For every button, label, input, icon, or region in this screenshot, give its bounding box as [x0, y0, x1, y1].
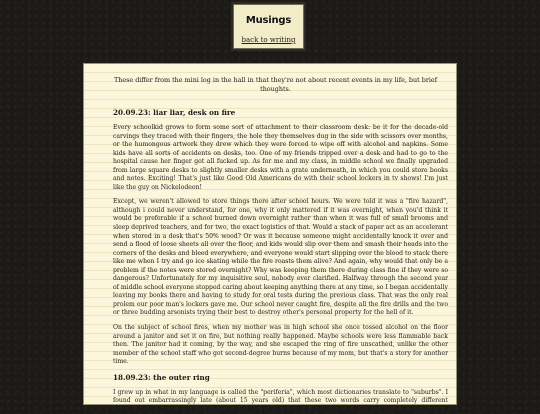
- entry: [113, 108, 448, 367]
- entry-paragraph: Every schoolkid grows to form some sort of attachment to their classroom desk: be it for the decade-old carvings they traced with their fingers, the hole they themselves dug in the side with scissors over months, or the humongous artwork they drew which they were forced to wipe off with alcohol and napkins. Some kids have all sorts of accidents on desks, too. One of my friends tripped over a desk and had to go to the hospital cause her finger got all fucked up. As for me and my class, in middle school we finally upgraded from large square desks to slightly smaller desks with a grate underneath, in which you could store books and notes. Exciting! That's just like Good Old Americans do with their school lockers in tv shows! I'm just like the guy on Nickelodeon!: [113, 124, 448, 191]
- entry: [113, 373, 448, 414]
- site-title: Musings: [245, 15, 292, 26]
- intro-text: These differ from the mini log in the hall in that they're not about recent events in my life, but brief thoughts.: [113, 76, 438, 93]
- musings-paper: [83, 63, 457, 413]
- entry-paragraph: Except, we weren't allowed to store things there after school hours. We were told it was a "fire hazard", although i could never understand, for one, why it only mattered if it was overnight, when you'd think it would be preferable if a school burned down overnight rather than when it was full of small brooms and sleep deprived teachers, and for two, the exact logistics of that. Would a stack of paper act as an accelerant when stored in a desk that's 50% wood? Or was it because someone might accidentally knock it over and send a flood of loose sheets all over the floor, and kids would slip over them and smash their heads into the corners of the desks and bleed everywhere, and everyone would start slipping over the blood to stack there like me when I try and go ice skating while the fire roasts them alive? And again, why would that only be a problem if the notes were stored overnight? Why was keeping them there during class fine if they were so dangerous? Unfortunately for my inquisitive soul, nobody ever clarified. Halfway through the second year of middle school everyone stopped caring about keeping anything there at any time, so I began accidentally leaving my books there and having to study for oral tests during the previous class. That was the only real prolem our poor man's lockers gave me. Our school never caught fire, despite all the fire drills and the two or three budding arsonists trying their best to destroy other's personal property for the hell of it.: [113, 198, 448, 317]
- entry-paragraph: I grew up in what in my language is called the "periferia", which most dictionaries translate to "suburbs". I found out embarrassingly late (about 15 years old) that these two words carry completely different implications. See, the comparison was made on a geographical basis: both refer to the outer ring of a city.: [113, 388, 448, 413]
- entry-title: 20.09.23: liar liar, desk on fire: [113, 108, 236, 117]
- back-to-writing-link[interactable]: back to writing: [241, 36, 296, 44]
- entry-paragraph: On the subject of school fires, when my mother was in high school she once tossed alcohol on the floor around a janitor and set it on fire, but nothing really happened. Maybe schools were less flammable back then. The janitor had it coming, by the way, and she escaped the ring of fire unscathed, unlike the other member of the school staff who got second-degree burns because of my mom, but that's a story for another time.: [113, 324, 448, 366]
- entry-title: 18.09.23: the outer ring: [113, 372, 210, 382]
- site-header: [233, 4, 304, 49]
